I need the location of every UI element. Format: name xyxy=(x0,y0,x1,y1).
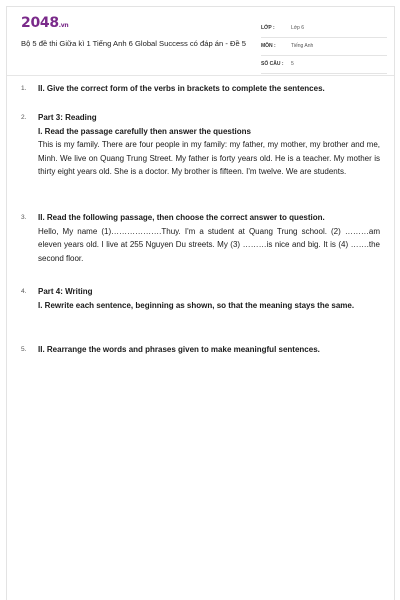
question-heading: II. Rearrange the words and phrases given to make meaningful sentences. xyxy=(38,345,320,354)
question-subheading: I. Read the passage carefully then answer the questions xyxy=(38,126,251,136)
meta-value: 5 xyxy=(291,61,294,67)
question-3 xyxy=(21,211,380,265)
meta-row-question-count xyxy=(261,56,387,74)
meta-table xyxy=(261,20,387,74)
document-header xyxy=(21,15,380,73)
meta-value: Lớp 6 xyxy=(291,25,305,31)
question-heading: II. Read the following passage, then choose the correct answer to question. xyxy=(38,213,325,222)
question-5 xyxy=(21,343,380,357)
site-logo[interactable] xyxy=(21,15,68,31)
question-number: 5. xyxy=(21,346,27,353)
question-heading: II. Give the correct form of the verbs in brackets to complete the sentences. xyxy=(38,84,325,93)
question-2 xyxy=(21,111,380,179)
question-heading: Part 4: Writing xyxy=(38,287,93,296)
header-divider xyxy=(7,75,394,76)
document-title: Bộ 5 đề thi Giữa kì 1 Tiếng Anh 6 Global Success có đáp án - Đề 5 xyxy=(21,39,247,48)
meta-key: LỚP : xyxy=(261,25,275,31)
meta-value: Tiếng Anh xyxy=(291,43,314,49)
question-heading: Part 3: Reading xyxy=(38,113,97,122)
question-1 xyxy=(21,82,380,96)
meta-row-grade xyxy=(261,20,387,38)
logo-text: 2048 xyxy=(21,15,59,31)
meta-row-subject xyxy=(261,38,387,56)
reading-passage: This is my family. There are four people in my family: my father, my mother, my brother and me, Minh. We live on Quang Trung Street. My father is forty years old. He is a teacher. My mother is thirty eight years old. She is a doctor. My brother is fifteen. I'm twelve. We are students. xyxy=(38,140,380,176)
document-page xyxy=(6,6,395,600)
question-4 xyxy=(21,285,380,312)
question-number: 1. xyxy=(21,85,27,92)
question-number: 2. xyxy=(21,114,27,121)
meta-key: SỐ CÂU : xyxy=(261,61,284,67)
question-number: 4. xyxy=(21,288,27,295)
question-number: 3. xyxy=(21,214,27,221)
meta-key: MÔN : xyxy=(261,43,276,49)
logo-suffix: .vn xyxy=(58,22,69,29)
cloze-passage: Hello, My name (1)……………….Thuy. I'm a student at Quang Trung school. (2) ………am eleven years old. I live at 255 Nguyen Du streets. My (3) ………is nice and big. It is (4) …….the second floor. xyxy=(38,226,380,263)
question-subheading: I. Rewrite each sentence, beginning as shown, so that the meaning stays the same. xyxy=(38,300,355,310)
